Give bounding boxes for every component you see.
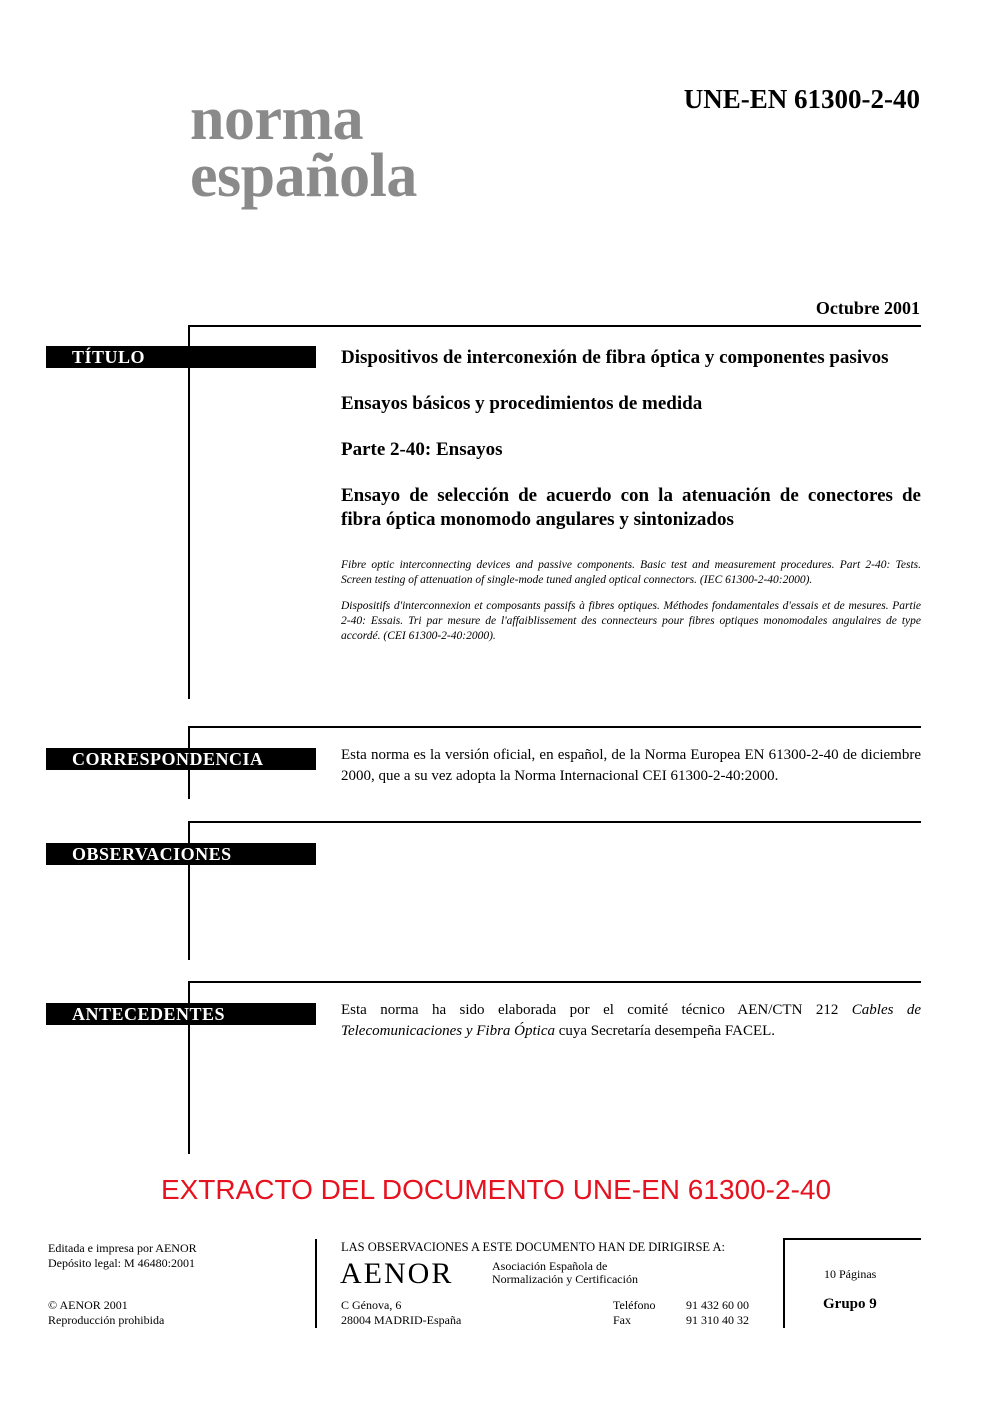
fax-label: Fax [613,1313,631,1327]
page-count: 10 Páginas [824,1267,877,1281]
extract-notice: EXTRACTO DEL DOCUMENTO UNE-EN 61300-2-40 [160,1174,832,1205]
observations-notice: LAS OBSERVACIONES A ESTE DOCUMENTO HAN DE DIRIGIRSE A: [341,1240,725,1254]
address-line-2: 28004 MADRID-España [341,1313,462,1327]
vertical-rule-titulo [188,325,190,699]
divider-observaciones [188,821,921,823]
title-heading-2: Ensayos básicos y procedimientos de medida [341,393,703,414]
section-label-correspondencia: CORRESPONDENCIA [46,748,316,770]
edited-by: Editada e impresa por AENOR [48,1241,197,1255]
footer-divider-left [315,1239,317,1328]
reproduction-notice: Reproducción prohibida [48,1313,165,1327]
english-title: Fibre optic interconnecting devices and passive components. Basic test and measurement procedures. Part 2-40: Tests. Screen testing of attenuation of single-mode tuned angled optical connectors. (IEC 61300-2-40:2000). [341,559,921,586]
brand-line-2: española [190,142,417,210]
footer-box-top [783,1238,921,1240]
antecedentes-text-part1: Esta norma ha sido elaborada por el comité técnico AEN/CTN 212 [341,1002,852,1018]
correspondencia-text: Esta norma es la versión oficial, en español, de la Norma Europea EN 61300-2-40 de diciembre 2000, que a su vez adopta la Norma Internacional CEI 61300-2-40:2000. [341,747,921,784]
org-name-line-1: Asociación Española de [492,1259,608,1273]
section-label-titulo: TÍTULO [46,346,316,368]
french-title: Dispositifs d'interconnexion et composants passifs à fibres optiques. Méthodes fondamentales d'essais et de mesures. Partie 2-40: Essais. Tri par mesure de l'affaiblissement des connecteurs pour fibres optiques monomodales angulaires de type accordé. (CEI 61300-2-40:2000). [341,600,921,642]
copyright: © AENOR 2001 [48,1298,128,1312]
footer-box-left [783,1238,785,1328]
brand-line-1: norma [190,85,364,153]
title-heading-4: Ensayo de selección de acuerdo con la atenuación de conectores de fibra óptica monomodo angulares y sintonizados [341,485,921,530]
phone-label: Teléfono [613,1298,656,1312]
publication-date: Octubre 2001 [815,298,920,318]
divider-antecedentes [188,981,921,983]
divider-correspondencia [188,726,921,728]
antecedentes-text-part2: cuya Secretaría desempeña FACEL. [554,1023,776,1039]
section-label-antecedentes: ANTECEDENTES [46,1003,316,1025]
legal-deposit: Depósito legal: M 46480:2001 [48,1256,195,1270]
correspondencia-content [341,745,921,787]
aenor-logo: AENOR [340,1257,454,1290]
antecedentes-content [341,1000,921,1042]
fax-value: 91 310 40 32 [686,1313,749,1327]
committee-name: Cables de Telecomunicaciones y Fibra Óptica [341,1002,922,1039]
title-heading-1: Dispositivos de interconexión de fibra óptica y componentes pasivos [341,347,889,368]
title-heading-3: Parte 2-40: Ensayos [341,439,503,460]
section-label-observaciones: OBSERVACIONES [46,843,316,865]
standard-code: UNE-EN 61300-2-40 [683,84,920,114]
address-line-1: C Génova, 6 [341,1298,402,1312]
antecedentes-text [341,1000,921,1042]
phone-value: 91 432 60 00 [686,1298,749,1312]
divider-titulo [188,325,921,327]
org-name-line-2: Normalización y Certificación [492,1272,638,1286]
title-block [341,346,921,655]
vertical-rule-observaciones [188,821,190,960]
price-group: Grupo 9 [823,1296,877,1312]
